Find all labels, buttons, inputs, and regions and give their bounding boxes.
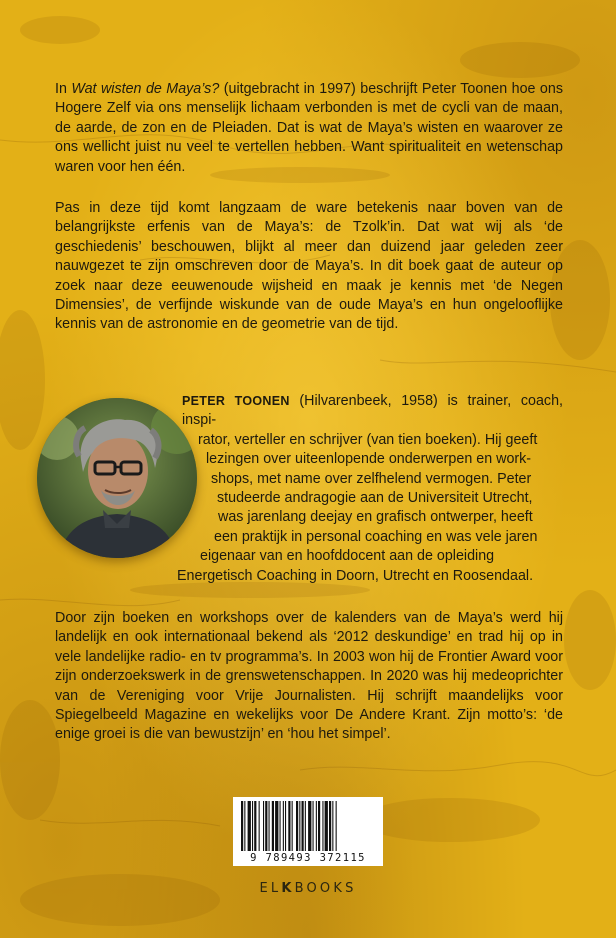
barcode-bar	[329, 801, 331, 851]
bio-line: een praktijk in personal coaching en was vele jaren	[214, 528, 538, 545]
bio-line: shops, met name over zelfhelend vermogen. Peter	[211, 470, 532, 487]
barcode-bar	[244, 801, 245, 851]
barcode-bar	[280, 801, 281, 851]
author-name: PETER TOONEN	[182, 394, 290, 408]
barcode-bar	[259, 801, 260, 851]
barcode	[233, 797, 383, 866]
barcode-bar	[283, 801, 284, 851]
barcode-bar	[332, 801, 333, 851]
book-title: Wat wisten de Maya’s?	[71, 81, 220, 97]
bio-line: eigenaar van en hoofddocent aan de opleiding	[200, 548, 495, 565]
barcode-bar	[269, 801, 270, 851]
bio-line: PETER TOONEN (Hilvarenbeek, 1958) is trainer, coach, inspi-	[182, 393, 563, 429]
bio-line: Energetisch Coaching in Doorn, Utrecht en Roosendaal.	[177, 567, 534, 584]
author-portrait	[37, 398, 197, 558]
barcode-bar	[288, 801, 290, 851]
barcode-bar	[318, 801, 320, 851]
description-paragraph: Pas in deze tijd komt langzaam de ware betekenis naar boven van de belangrijkste erfenis van de Maya’s: de Tzolk’in. Dat wat wij als ‘de geschiedenis’ beschouwen, blijkt al meer dan duizend jaar geleden zeer nauwgezet te zijn omschreven door de Maya’s. In dit boek gaat de auteur op zoek naar deze eeuwenoude wijsheid en maak je kennis met ‘de Negen Dimensies’, de verfijnde wiskunde van de oude Maya’s en hun ongelooflijke kennis van de astronomie en de geometrie van de tijd.	[55, 200, 563, 333]
barcode-bar	[302, 801, 304, 851]
barcode-bar	[296, 801, 298, 851]
intro-lead: In	[55, 81, 72, 97]
barcode-bar	[313, 801, 314, 851]
career-paragraph: Door zijn boeken en workshops over de kalenders van de Maya’s werd hij landelijk en ook internationaal bekend als ‘2012 deskundige’ en trad hij op in vele landelijke radio- en tv programma’s. In 2003 won hij de Frontier Award voor zijn onderzoekswerk in de grenswetenschappen. In 2020 was hij medeoprichter van de Vereniging voor Vrije Journalisten. Hij schrijft maandelijks voor Spiegelbeeld Magazine en wekelijks voor De Andere Krant. Zijn motto’s: ‘de enige groei is die van bewustzijn’ en ‘hou het simpel’.	[55, 610, 563, 743]
intro-text: (uitgebracht in 1997) beschrijft Peter Toonen hoe ons Hogere Zelf via ons menselijk lichaam verbonden is met de cycli van de maan, de aarde, de zon en de Pleiaden. Dat is wat de Maya’s wisten en waarover ze ons wellicht juist nu veel te vertellen hebben. Want spiritualiteit en wetenschap waren voor hen één.	[55, 81, 563, 175]
isbn-number: 9 789493 372115	[250, 852, 366, 864]
barcode-bar	[241, 801, 243, 851]
barcode-bar	[254, 801, 256, 851]
publisher-logo: ELKBOOKS	[259, 881, 357, 896]
barcode-bar	[285, 801, 286, 851]
barcode-bar	[292, 801, 293, 851]
barcode-bar	[275, 801, 278, 851]
barcode-bar	[252, 801, 253, 851]
bio-line: rator, verteller en schrijver (van tien boeken). Hij geeft	[198, 431, 538, 448]
barcode-bar	[265, 801, 267, 851]
bio-line: was jarenlang deejay en grafisch ontwerper, heeft	[218, 509, 533, 526]
bio-line: studeerde andragogie aan de Universiteit Utrecht,	[217, 490, 533, 507]
barcode-bar	[272, 801, 274, 851]
barcode-bar	[305, 801, 306, 851]
barcode-bar	[322, 801, 323, 851]
intro-paragraph	[55, 80, 563, 177]
author-bio	[177, 392, 563, 586]
barcode-bar	[263, 801, 264, 851]
barcode-bar	[308, 801, 311, 851]
barcode-bar	[316, 801, 317, 851]
barcode-bar	[336, 801, 337, 851]
barcode-bar	[248, 801, 251, 851]
barcode-bar	[325, 801, 328, 851]
bio-line: lezingen over uiteenlopende onderwerpen en work-	[206, 451, 532, 468]
barcode-bar	[299, 801, 300, 851]
